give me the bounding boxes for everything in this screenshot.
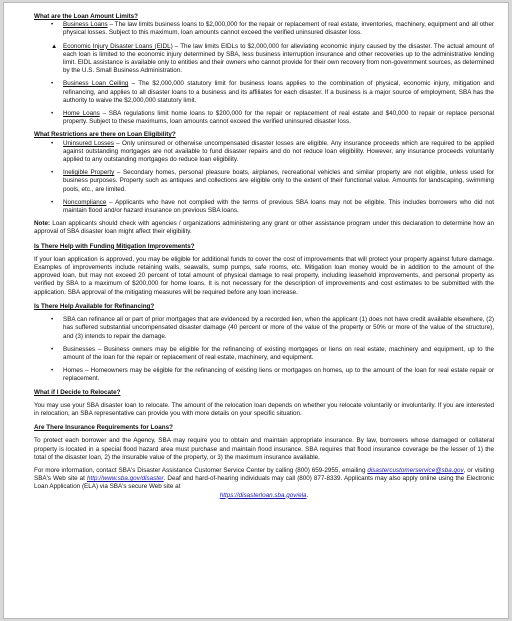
section-heading-loan-limits: What are the Loan Amount Limits? [34, 13, 139, 20]
item-text: – The $2,000,000 statutory limit for business loans applies to the combination of physical, economic injury, mitigation and refinancing, and applies to all disaster loans to a business and its affiliates for each disaster. If a business is a major source of employment, SBA has the authority to waive the $2,000,000 statutory limit. [63, 80, 494, 104]
contact-paragraph [34, 467, 494, 500]
list-item [34, 367, 494, 383]
list-item [34, 80, 494, 105]
note-label: Note: [34, 220, 51, 228]
restrictions-list [34, 140, 494, 216]
ela-suffix: . [306, 491, 309, 499]
contact-text: , or visiting SBA's Web site at [34, 466, 494, 483]
bullet-icon: • [51, 367, 54, 375]
list-item [34, 21, 494, 37]
item-text: – The law limits EIDLs to $2,000,000 for alleviating economic injury caused by the disaster. The actual amount of each loan is limited to the economic injury determined by SBA, less business interruption insurance and other recoveries up to the administrative lending limit. EIDL assistance is available only to entities and their owners who cannot provide for their own recovery from non-government sources, as determined by the U.S. Small Business Administration. [63, 42, 494, 75]
item-term: Noncompliance [63, 198, 107, 206]
bullet-icon: • [51, 110, 54, 118]
section-heading-mitigation: Is There Help with Funding Mitigation Improvements? [34, 242, 195, 250]
bullet-icon: • [51, 198, 54, 206]
item-term: Business Loans [63, 21, 108, 29]
item-text: – Applicants who have not complied with the terms of previous SBA loans may not be eligible. This includes borrowers who did not maintain flood and/or hazard insurance on previous SBA loans. [63, 198, 494, 215]
section-heading-refinancing: Is There Help Available for Refinancing? [34, 302, 155, 310]
contact-text: . Deaf and hard-of-hearing individuals may call (800) 877-8339. Applicants may also apply online using the Electronic Loan Application (ELA) via SBA's secure Web site at [34, 475, 494, 491]
document-page [3, 2, 509, 619]
list-item [34, 169, 494, 194]
insurance-paragraph: To protect each borrower and the Agency, SBA may require you to obtain and maintain appropriate insurance. By law, borrowers whose damaged or collateral property is located in a special flood hazard area must purchase and maintain flood insurance. SBA requires that flood insurance coverage be the lesser of 1) the total of the disaster loan, 2) the insurable value of the property, or 3) the maximum insurance available. [34, 437, 494, 461]
email-link[interactable]: disastercustomerservice@sba.gov [367, 466, 464, 474]
bullet-icon: • [51, 316, 54, 324]
list-item [34, 316, 494, 341]
bullet-icon: • [51, 80, 54, 88]
item-text: Homes – Homeowners may be eligible for the refinancing of existing liens or mortgages on homes, up to the amount of the loan for real estate repair or replacement. [63, 367, 494, 383]
relocate-paragraph: You may use your SBA disaster loan to relocate. The amount of the relocation loan depends on whether you relocate voluntarily or involuntarily. If you are interested in relocation, an SBA representative can provide you with more details on your specific situation. [34, 401, 494, 417]
item-term: Home Loans [63, 110, 100, 118]
item-term: Economic Injury Disaster Loans (EIDL) [63, 42, 173, 50]
item-text: – Only uninsured or otherwise uncompensated disaster losses are eligible. Any insurance proceeds which are required to be applied against outstanding mortgages are not available to fund disaster repairs and do not reduce loan eligibility. However, any insurance proceeds voluntarily applied to any outstanding mortgages do reduce loan eligibility. [63, 139, 494, 164]
bullet-icon: • [51, 21, 54, 29]
list-item [34, 110, 494, 126]
website-link[interactable]: http://www.sba.gov/disaster [86, 475, 164, 483]
note-paragraph [34, 220, 494, 236]
list-item [34, 346, 494, 362]
item-term: Uninsured Losses [63, 139, 114, 147]
item-term: Ineligible Property [63, 169, 115, 177]
item-text: – The law limits business loans to $2,000,000 for the repair or replacement of real estate, inventories, machinery, equipment and all other physical losses. Subject to this maximum, loan amounts cannot exceed the verified uninsured disaster loss. [63, 21, 494, 37]
ela-link[interactable]: https://disasterloan.sba.gov/ela [219, 491, 307, 499]
item-text: Businesses – Business owners may be eligible for the refinancing of existing mortgages or liens on real estate, machinery and equipment, up to the amount of the loan for the repair or replacement of real estate, machinery, and equipment. [63, 345, 494, 361]
refinancing-list [34, 316, 494, 383]
loan-limits-list [34, 21, 494, 126]
bullet-icon: • [51, 139, 54, 147]
section-heading-insurance: Are There Insurance Requirements for Loans? [34, 424, 173, 432]
ela-link-line [34, 492, 494, 500]
bullet-icon: • [51, 169, 54, 177]
section-heading-restrictions: What Restrictions are there on Loan Eligibility? [34, 131, 176, 139]
contact-text: For more information, contact SBA's Disaster Assistance Customer Service Center by calling (800) 659-2955, emailing [34, 466, 368, 474]
section-heading-relocate: What if I Decide to Relocate? [34, 388, 121, 396]
bullet-icon: • [51, 345, 54, 353]
triangle-bullet-icon: ▲ [51, 42, 58, 50]
item-term: Business Loan Ceiling [63, 80, 129, 88]
note-text: Loan applicants should check with agencies / organizations administering any grant or other assistance program under this declaration to determine how an approval of SBA disaster loan might affect their eligibility. [34, 220, 494, 236]
item-text: – SBA regulations limit home loans to $200,000 for the repair or replacement of real estate and $40,000 to repair or replace personal property. Subject to these maximums, loan amounts cannot exceed the verified uninsured disaster loss. [63, 110, 494, 126]
mitigation-paragraph: If your loan application is approved, you may be eligible for additional funds to cover the cost of improvements that will protect your property against future damage. Examples of improvements include retaining walls, seawalls, sump pumps, safe rooms, etc. Mitigation loan money would be in addition to the amount of the approved loan, but may not exceed 20 percent of total amount of physical damage to real property, including leasehold improvements, and personal property as verified by SBA to a maximum of $200,000 for home loans. It is not necessary for the description of improvements and cost estimates to be submitted with the application. SBA approval of the mitigating measures will be required before any loan increase. [34, 255, 494, 296]
item-text: SBA can refinance all or part of prior mortgages that are evidenced by a recorded lien, when the applicant (1) does not have credit available elsewhere, (2) has suffered substantial uncompensated disaster damage (40 percent or more of the value of the property or 50% or more of the value of the structure), and (3) intends to repair the damage. [63, 316, 494, 340]
list-item [34, 140, 494, 165]
list-item [34, 199, 494, 215]
list-item [34, 43, 494, 76]
item-text: – Secondary homes, personal pleasure boats, airplanes, recreational vehicles and similar property are not eligible, unless used for business purposes. Property such as antiques and collections are eligible only to the extent of their functional value. Amounts for landscaping, swimming pools, etc., are limited. [63, 169, 495, 193]
